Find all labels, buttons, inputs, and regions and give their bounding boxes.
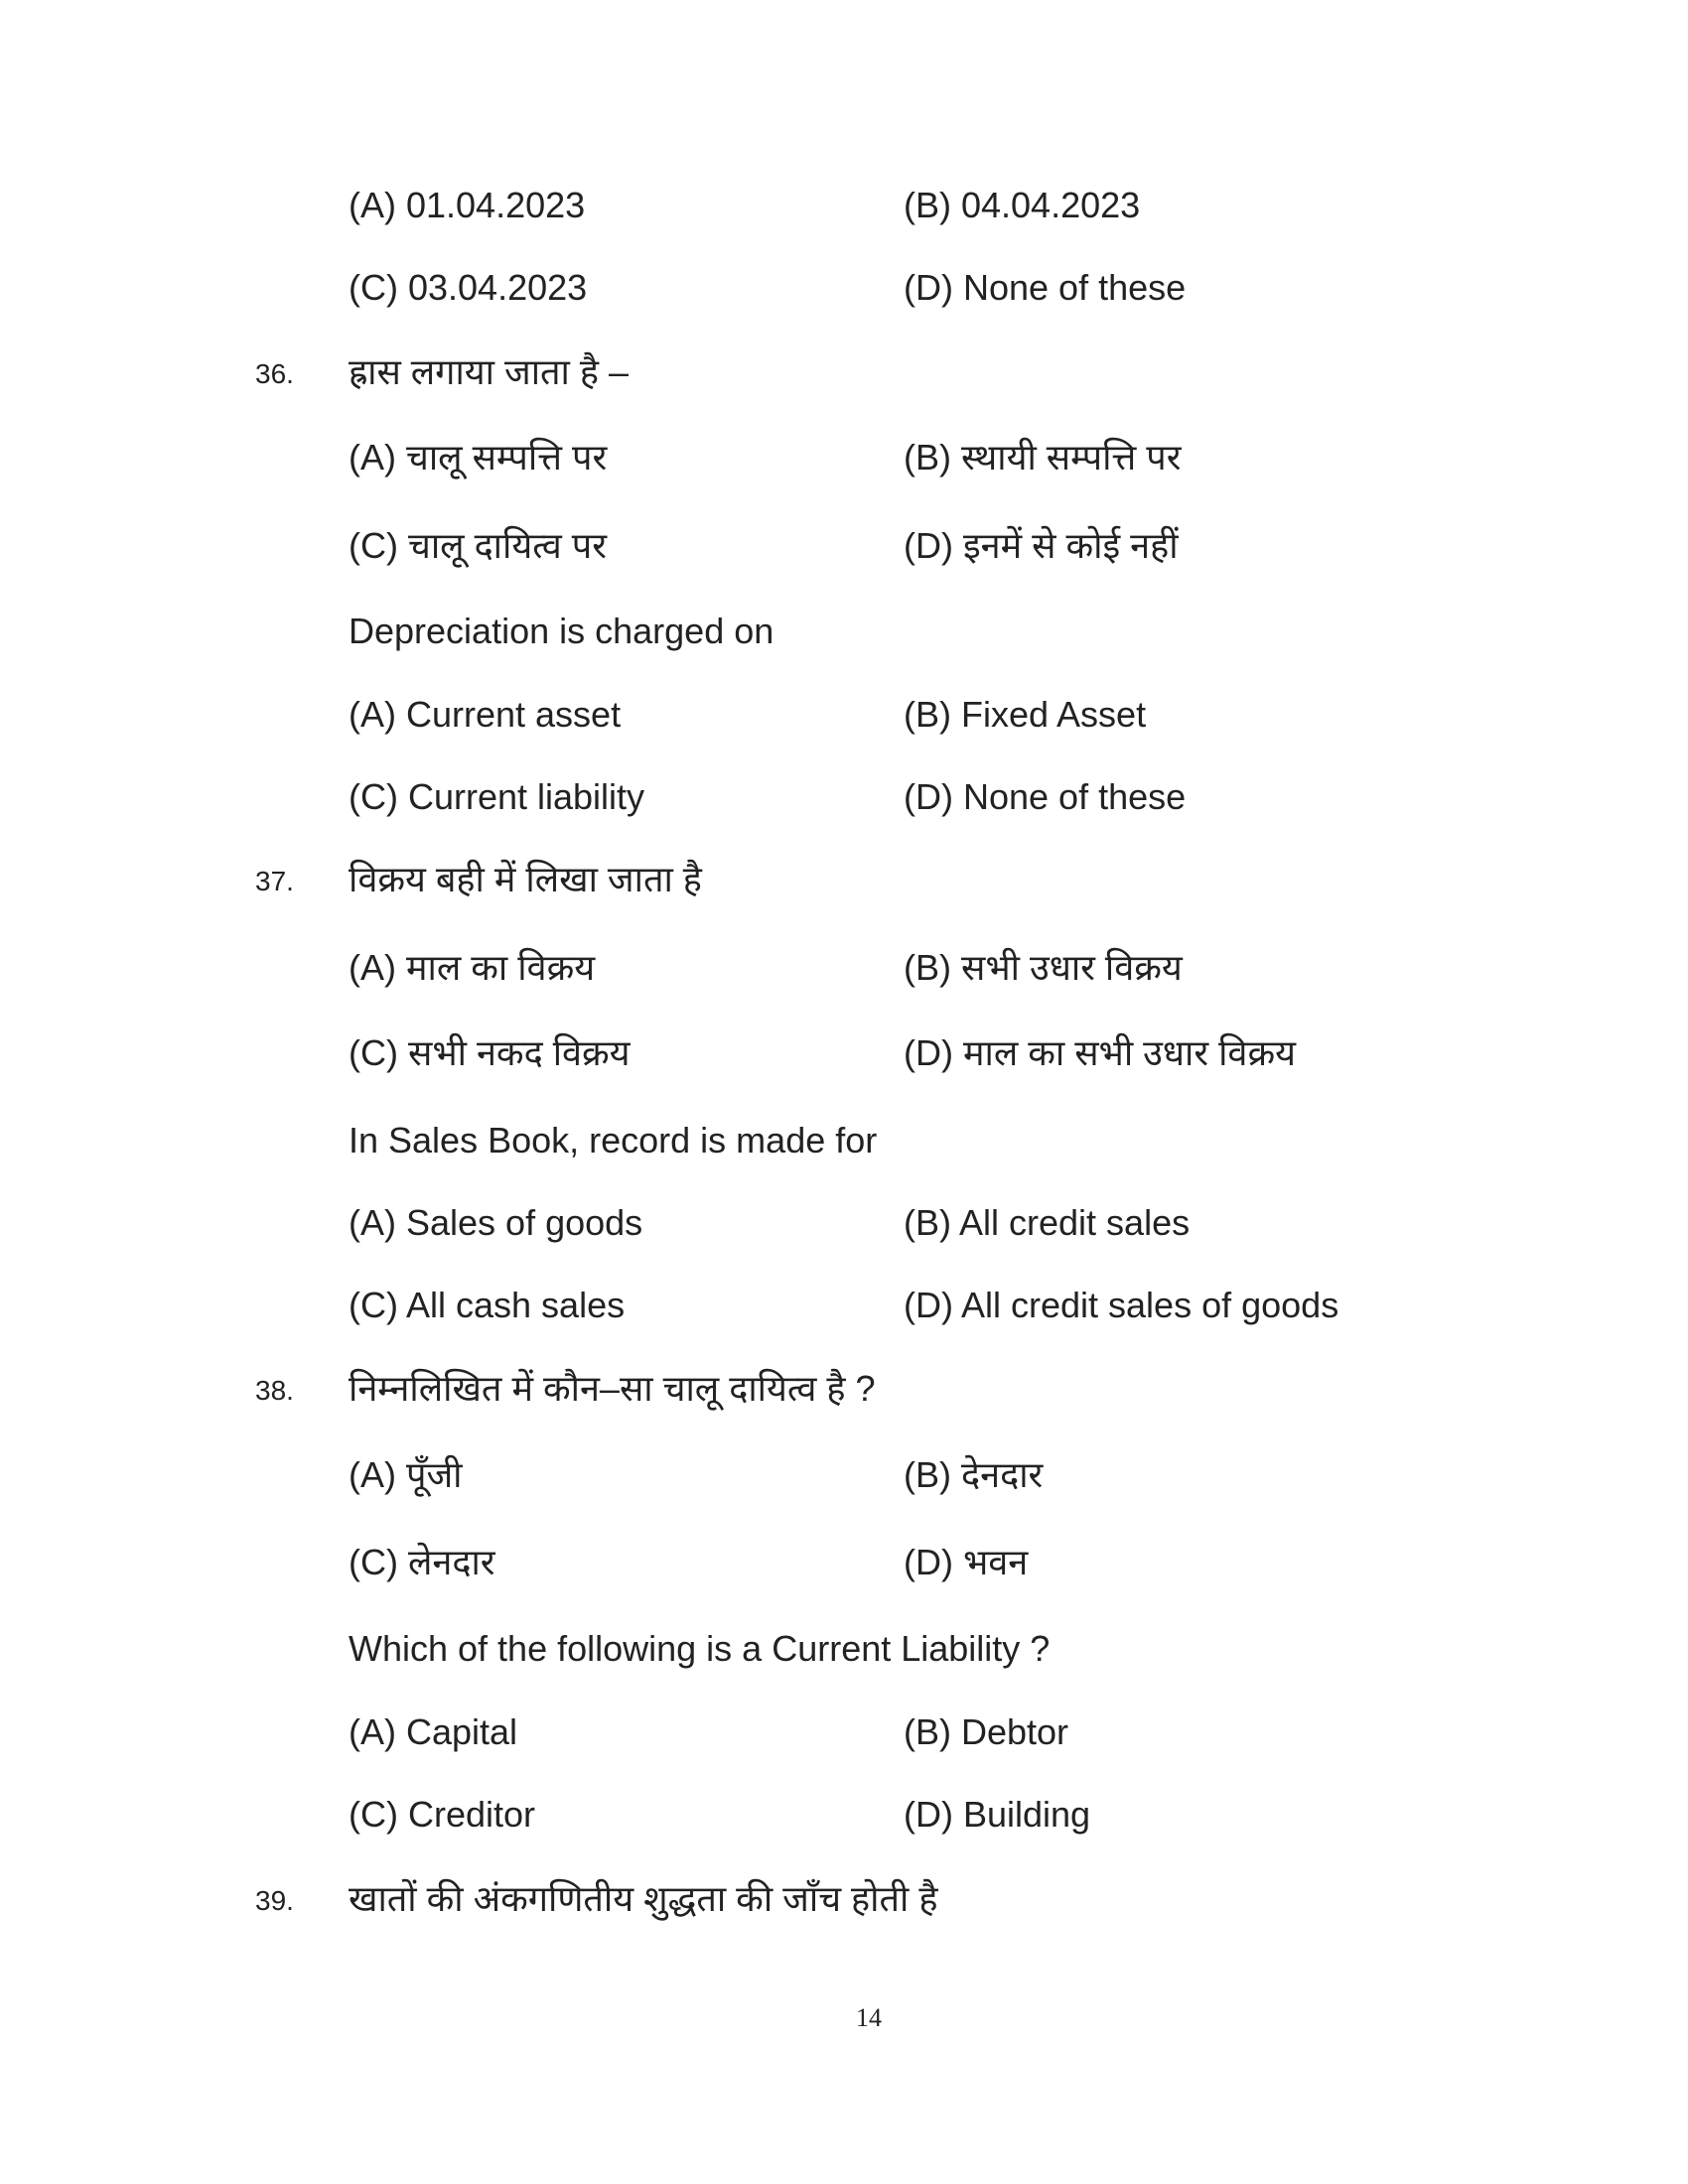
- option-d: (D) None of these: [904, 267, 1187, 308]
- hindi-option-d: (D) भवन: [904, 1542, 1029, 1582]
- hindi-question: विक्रय बही में लिखा जाता है: [349, 859, 702, 899]
- hindi-option-d: (D) इनमें से कोई नहीं: [904, 525, 1179, 566]
- option-b: (B) All credit sales: [904, 1202, 1191, 1243]
- english-question: Which of the following is a Current Liability ?: [349, 1628, 1051, 1669]
- english-question: Depreciation is charged on: [349, 611, 774, 651]
- option-d: (D) None of these: [904, 776, 1187, 817]
- hindi-option-c: (C) लेनदार: [349, 1542, 495, 1582]
- option-b: (B) Fixed Asset: [904, 694, 1147, 735]
- option-b: (B) 04.04.2023: [904, 185, 1141, 225]
- hindi-question: ह्रास लगाया जाता है –: [349, 351, 630, 392]
- hindi-option-d: (D) माल का सभी उधार विक्रय: [904, 1032, 1296, 1073]
- hindi-question: निम्नलिखित में कौन–सा चालू दायित्व है ?: [349, 1368, 876, 1409]
- question-number: 36.: [255, 358, 294, 389]
- option-c: (C) Creditor: [349, 1794, 536, 1835]
- option-c: (C) 03.04.2023: [349, 267, 588, 308]
- option-b: (B) Debtor: [904, 1711, 1069, 1752]
- option-a: (A) Sales of goods: [349, 1202, 643, 1243]
- hindi-question: खातों की अंकगणितीय शुद्धता की जाँच होती है: [349, 1878, 938, 1919]
- hindi-option-a: (A) पूँजी: [349, 1454, 463, 1495]
- hindi-option-a: (A) माल का विक्रय: [349, 947, 596, 988]
- option-d: (D) All credit sales of goods: [904, 1285, 1339, 1325]
- option-a: (A) Current asset: [349, 694, 622, 735]
- english-question: In Sales Book, record is made for: [349, 1120, 878, 1160]
- hindi-option-c: (C) चालू दायित्व पर: [349, 525, 607, 566]
- question-number: 39.: [255, 1885, 294, 1916]
- option-a: (A) Capital: [349, 1711, 518, 1752]
- hindi-option-b: (B) सभी उधार विक्रय: [904, 947, 1183, 988]
- option-c: (C) Current liability: [349, 776, 645, 817]
- question-number: 38.: [255, 1375, 294, 1406]
- hindi-option-b: (B) स्थायी सम्पत्ति पर: [904, 437, 1182, 478]
- hindi-option-a: (A) चालू सम्पत्ति पर: [349, 437, 608, 478]
- page-number: 14: [856, 2003, 882, 2032]
- option-c: (C) All cash sales: [349, 1285, 626, 1325]
- question-number: 37.: [255, 866, 294, 896]
- hindi-option-c: (C) सभी नकद विक्रय: [349, 1032, 631, 1073]
- option-a: (A) 01.04.2023: [349, 185, 586, 225]
- hindi-option-b: (B) देनदार: [904, 1454, 1044, 1495]
- option-d: (D) Building: [904, 1794, 1091, 1835]
